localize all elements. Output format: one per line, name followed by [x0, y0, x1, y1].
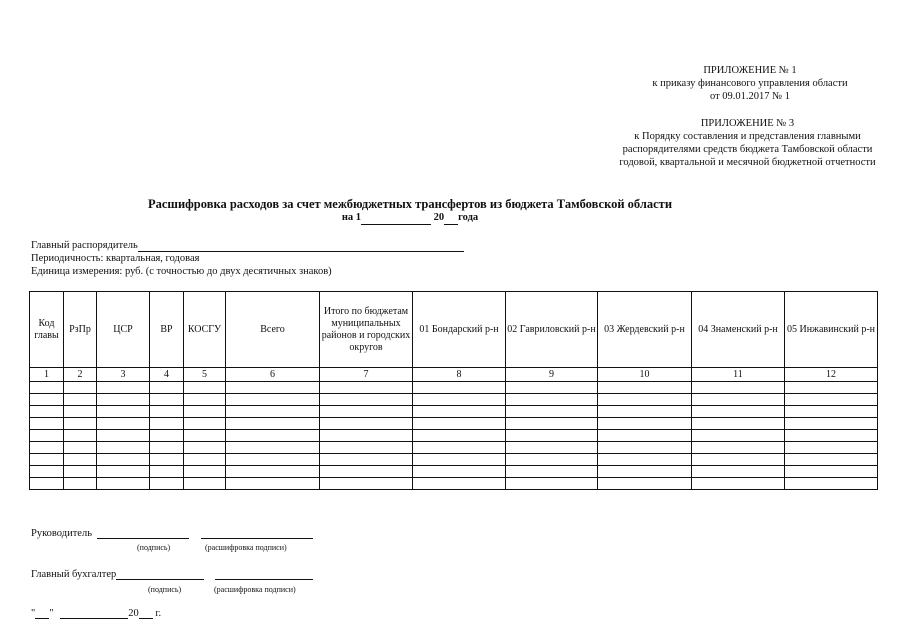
- table-cell[interactable]: [64, 394, 97, 406]
- sign-date: [31, 608, 331, 619]
- table-cell[interactable]: [64, 430, 97, 442]
- table-cell[interactable]: [785, 394, 878, 406]
- table-cell[interactable]: [184, 406, 226, 418]
- table-cell[interactable]: [785, 418, 878, 430]
- date-quote-close: ": [49, 608, 54, 619]
- table-header-row: [30, 292, 878, 368]
- table-cell[interactable]: [184, 466, 226, 478]
- table-cell[interactable]: [598, 406, 692, 418]
- table-cell[interactable]: [97, 478, 150, 490]
- table-cell[interactable]: [413, 442, 506, 454]
- column-number-cell: 10: [598, 368, 692, 382]
- date-year: 20: [128, 608, 139, 619]
- header-cell: РзПр: [64, 292, 97, 368]
- table-cell[interactable]: [30, 442, 64, 454]
- table-cell[interactable]: [320, 442, 413, 454]
- table-cell[interactable]: [413, 478, 506, 490]
- acc-cap-decode: (расшифровка подписи): [214, 585, 296, 594]
- unit-of-measure: Единица измерения: руб. (с точностью до двух десятичных знаков): [31, 266, 332, 277]
- table-cell[interactable]: [320, 394, 413, 406]
- table-cell[interactable]: [97, 406, 150, 418]
- header-cell: ЦСР: [97, 292, 150, 368]
- table-cell[interactable]: [692, 418, 785, 430]
- table-cell[interactable]: [64, 442, 97, 454]
- table-cell[interactable]: [184, 394, 226, 406]
- table-cell[interactable]: [30, 466, 64, 478]
- table-number-row: [30, 368, 878, 382]
- table-cell[interactable]: [320, 478, 413, 490]
- table-cell[interactable]: [30, 454, 64, 466]
- title-main: Расшифровка расходов за счет межбюджетных трансфертов из бюджета Тамбовской области: [147, 197, 673, 211]
- table-row: [30, 394, 878, 406]
- table-cell[interactable]: [226, 430, 320, 442]
- table-cell[interactable]: [413, 430, 506, 442]
- accountant-signature: [31, 569, 431, 580]
- table-cell[interactable]: [506, 442, 598, 454]
- head-decode-blank: [201, 538, 313, 539]
- head-label: Руководитель: [31, 528, 92, 539]
- header-cell: Итого по бюджетам муниципальных районов и городских округов: [320, 292, 413, 368]
- column-number-cell: 5: [184, 368, 226, 382]
- table-cell[interactable]: [226, 454, 320, 466]
- title-year-blank: [444, 224, 458, 225]
- appendix-1-order: к приказу финансового управления области: [652, 78, 848, 89]
- table-cell[interactable]: [320, 466, 413, 478]
- transfers-table: [29, 291, 878, 490]
- header-cell: 05 Инжавинский р-н: [785, 292, 878, 368]
- appendix-1-title: ПРИЛОЖЕНИЕ № 1: [703, 65, 797, 76]
- table-cell[interactable]: [226, 418, 320, 430]
- table-row: [30, 430, 878, 442]
- table-cell[interactable]: [320, 418, 413, 430]
- title-date-year: 20: [433, 212, 445, 223]
- table-cell[interactable]: [226, 406, 320, 418]
- table-cell[interactable]: [506, 478, 598, 490]
- table-cell[interactable]: [150, 442, 184, 454]
- table-cell[interactable]: [320, 430, 413, 442]
- table-cell[interactable]: [150, 406, 184, 418]
- head-sign-blank: [97, 538, 189, 539]
- table-cell[interactable]: [184, 382, 226, 394]
- table-cell[interactable]: [692, 430, 785, 442]
- acc-cap-sign: (подпись): [148, 585, 182, 594]
- table-cell[interactable]: [30, 382, 64, 394]
- table-cell[interactable]: [692, 394, 785, 406]
- column-number-cell: 9: [506, 368, 598, 382]
- head-signature: [31, 528, 431, 539]
- manager-label: Главный распорядитель: [31, 240, 138, 251]
- column-number-cell: 3: [97, 368, 150, 382]
- table-cell[interactable]: [785, 430, 878, 442]
- table-cell[interactable]: [226, 478, 320, 490]
- table-cell[interactable]: [785, 466, 878, 478]
- appendix-1: [600, 64, 900, 103]
- table-cell[interactable]: [64, 466, 97, 478]
- column-number-cell: 11: [692, 368, 785, 382]
- date-suffix: г.: [155, 608, 162, 619]
- column-number-cell: 8: [413, 368, 506, 382]
- table-cell[interactable]: [692, 442, 785, 454]
- accountant-label: Главный бухгалтер: [31, 569, 117, 580]
- table-cell[interactable]: [413, 382, 506, 394]
- head-cap-decode: (расшифровка подписи): [205, 543, 287, 552]
- table-cell[interactable]: [150, 382, 184, 394]
- table-cell[interactable]: [598, 418, 692, 430]
- table-cell[interactable]: [64, 454, 97, 466]
- table-cell[interactable]: [226, 442, 320, 454]
- table-cell[interactable]: [97, 382, 150, 394]
- table-cell[interactable]: [150, 418, 184, 430]
- manager-line: [31, 239, 631, 252]
- appendix-1-date: от 09.01.2017 № 1: [709, 91, 791, 102]
- table-cell[interactable]: [97, 430, 150, 442]
- table-cell[interactable]: [785, 478, 878, 490]
- acc-decode-blank: [215, 579, 313, 580]
- appendix-3: [590, 117, 905, 169]
- table-cell[interactable]: [184, 454, 226, 466]
- appendix-3-line-3: распорядителями средств бюджета Тамбовской области: [622, 144, 873, 155]
- appendix-3-line-2: к Порядку составления и представления главными: [634, 131, 861, 142]
- table-cell[interactable]: [64, 382, 97, 394]
- header-cell: 01 Бондарский р-н: [413, 292, 506, 368]
- table-cell[interactable]: [506, 466, 598, 478]
- table-cell[interactable]: [97, 466, 150, 478]
- table-cell[interactable]: [598, 382, 692, 394]
- date-quote-open: ": [31, 608, 36, 619]
- table-cell[interactable]: [150, 394, 184, 406]
- table-cell[interactable]: [692, 478, 785, 490]
- column-number-cell: 2: [64, 368, 97, 382]
- table-cell[interactable]: [150, 430, 184, 442]
- header-cell: Всего: [226, 292, 320, 368]
- header-cell: ВР: [150, 292, 184, 368]
- column-number-cell: 4: [150, 368, 184, 382]
- head-cap-sign: (подпись): [137, 543, 171, 552]
- table-cell[interactable]: [64, 418, 97, 430]
- table-cell[interactable]: [598, 430, 692, 442]
- document-meta: [31, 239, 631, 278]
- table-cell[interactable]: [226, 382, 320, 394]
- table-cell[interactable]: [598, 394, 692, 406]
- table-row: [30, 418, 878, 430]
- date-month-blank: [60, 618, 128, 619]
- date-day-blank: [35, 618, 49, 619]
- column-number-cell: 7: [320, 368, 413, 382]
- periodicity: Периодичность: квартальная, годовая: [31, 253, 200, 264]
- table-row: [30, 442, 878, 454]
- table-cell[interactable]: [97, 394, 150, 406]
- table-cell[interactable]: [30, 418, 64, 430]
- table-cell[interactable]: [785, 382, 878, 394]
- title-date-blank: [361, 224, 431, 225]
- table-cell[interactable]: [692, 466, 785, 478]
- table-row: [30, 466, 878, 478]
- table-cell[interactable]: [184, 442, 226, 454]
- table-cell[interactable]: [598, 478, 692, 490]
- table-cell[interactable]: [692, 454, 785, 466]
- document-title: [60, 197, 760, 225]
- acc-sign-blank: [116, 579, 204, 580]
- table-cell[interactable]: [506, 454, 598, 466]
- appendix-3-line-4: годовой, квартальной и месячной бюджетной отчетности: [619, 157, 876, 168]
- table-cell[interactable]: [413, 394, 506, 406]
- table-cell[interactable]: [785, 454, 878, 466]
- title-date: [60, 211, 760, 225]
- table-cell[interactable]: [598, 454, 692, 466]
- header-cell: 04 Знаменский р-н: [692, 292, 785, 368]
- header-cell: Код главы: [30, 292, 64, 368]
- table-cell[interactable]: [30, 394, 64, 406]
- table-cell[interactable]: [226, 394, 320, 406]
- table-cell[interactable]: [150, 466, 184, 478]
- table-cell[interactable]: [30, 430, 64, 442]
- date-year-blank: [139, 618, 153, 619]
- table-cell[interactable]: [320, 454, 413, 466]
- table-row: [30, 478, 878, 490]
- table-row: [30, 382, 878, 394]
- table-cell[interactable]: [320, 382, 413, 394]
- column-number-cell: 12: [785, 368, 878, 382]
- table-cell[interactable]: [30, 406, 64, 418]
- appendix-3-title: ПРИЛОЖЕНИЕ № 3: [700, 118, 795, 129]
- table-cell[interactable]: [150, 454, 184, 466]
- table-cell[interactable]: [184, 430, 226, 442]
- table-cell[interactable]: [692, 406, 785, 418]
- table-cell[interactable]: [785, 442, 878, 454]
- table-cell[interactable]: [506, 406, 598, 418]
- header-cell: КОСГУ: [184, 292, 226, 368]
- table-cell[interactable]: [97, 454, 150, 466]
- header-cell: 02 Гавриловский р-н: [506, 292, 598, 368]
- column-number-cell: 6: [226, 368, 320, 382]
- column-number-cell: 1: [30, 368, 64, 382]
- table-cell[interactable]: [413, 406, 506, 418]
- title-date-prefix: на 1: [341, 212, 362, 223]
- table-cell[interactable]: [506, 394, 598, 406]
- table-cell[interactable]: [184, 478, 226, 490]
- table-cell[interactable]: [598, 442, 692, 454]
- table-cell[interactable]: [413, 418, 506, 430]
- table-cell[interactable]: [785, 406, 878, 418]
- title-date-suffix: года: [458, 212, 479, 223]
- table-cell[interactable]: [506, 430, 598, 442]
- table-cell[interactable]: [226, 466, 320, 478]
- table-cell[interactable]: [413, 466, 506, 478]
- table-cell[interactable]: [97, 418, 150, 430]
- table-row: [30, 406, 878, 418]
- table-cell[interactable]: [320, 406, 413, 418]
- table-cell[interactable]: [506, 418, 598, 430]
- table-cell[interactable]: [692, 382, 785, 394]
- header-cell: 03 Жердевский р-н: [598, 292, 692, 368]
- table-cell[interactable]: [413, 454, 506, 466]
- table-cell[interactable]: [150, 478, 184, 490]
- table-row: [30, 454, 878, 466]
- table-cell[interactable]: [64, 478, 97, 490]
- table-cell[interactable]: [64, 406, 97, 418]
- table-cell[interactable]: [506, 382, 598, 394]
- table-cell[interactable]: [97, 442, 150, 454]
- table-cell[interactable]: [184, 418, 226, 430]
- table-cell[interactable]: [30, 478, 64, 490]
- table-cell[interactable]: [598, 466, 692, 478]
